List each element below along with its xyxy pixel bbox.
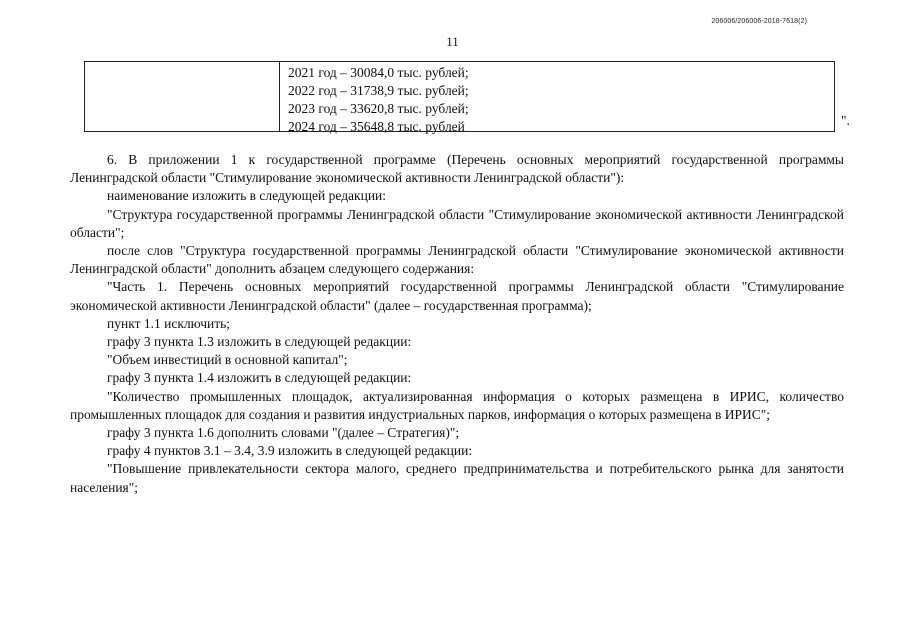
paragraph-item-6: 6. В приложении 1 к государственной программе (Перечень основных мероприятий государственной программы Ленинградской области "Стимулирование экономической активности Ленинградской области"): xyxy=(70,152,844,186)
paragraph-structure-title: "Структура государственной программы Ленинградской области "Стимулирование экономической активности Ленинградской области"; xyxy=(70,206,844,240)
paragraph-industrial-sites: "Количество промышленных площадок, актуализированная информация о которых размещена в ИРИС, количество промышленных площадок для создания и развития индустриальных парков, информация о которых размещена в ИРИС"; xyxy=(70,388,844,422)
closing-quote-mark: ". xyxy=(841,113,850,128)
paragraph-sme-attractiveness: "Повышение привлекательности сектора малого, среднего предпринимательства и потребительского рынка для занятости населения"; xyxy=(70,461,844,495)
paragraph-item-1-1: пункт 1.1 исключить; xyxy=(107,315,231,331)
funding-line-2022: 2022 год – 31738,9 тыс. рублей; xyxy=(288,83,469,98)
funding-line-2024: 2024 год – 35648,8 тыс. рублей xyxy=(288,119,465,134)
funding-line-2021: 2021 год – 30084,0 тыс. рублей; xyxy=(288,65,469,80)
paragraph-column-3-item-1-3: графу 3 пункта 1.3 изложить в следующей редакции: xyxy=(107,334,412,350)
funding-line-2023: 2023 год – 33620,8 тыс. рублей; xyxy=(288,101,469,116)
document-id: 206006/206006-2018-7618(2) xyxy=(711,18,807,25)
paragraph-part-1: "Часть 1. Перечень основных мероприятий государственной программы Ленинградской области "Стимулирование экономической активности Ленинградской области" (далее – государственная программа); xyxy=(70,279,844,313)
table-column-divider xyxy=(279,62,280,131)
paragraph-column-3-item-1-4: графу 3 пункта 1.4 изложить в следующей редакции: xyxy=(107,370,412,386)
paragraph-column-4-items: графу 4 пунктов 3.1 – 3.4, 3.9 изложить в следующей редакции: xyxy=(107,443,473,459)
paragraph-name-change: наименование изложить в следующей редакции: xyxy=(107,188,387,204)
paragraph-after-words: после слов "Структура государственной программы Ленинградской области "Стимулирование экономической активности Ленинградской области" дополнить абзацем следующего содержания: xyxy=(70,243,844,277)
funding-table xyxy=(84,61,835,132)
document-body xyxy=(70,151,844,497)
page-number: 11 xyxy=(446,34,459,49)
paragraph-investment-volume: "Объем инвестиций в основной капитал"; xyxy=(107,352,348,368)
table-cell-funding xyxy=(288,64,469,136)
paragraph-column-3-item-1-6: графу 3 пункта 1.6 дополнить словами "(далее – Стратегия)"; xyxy=(107,425,460,441)
